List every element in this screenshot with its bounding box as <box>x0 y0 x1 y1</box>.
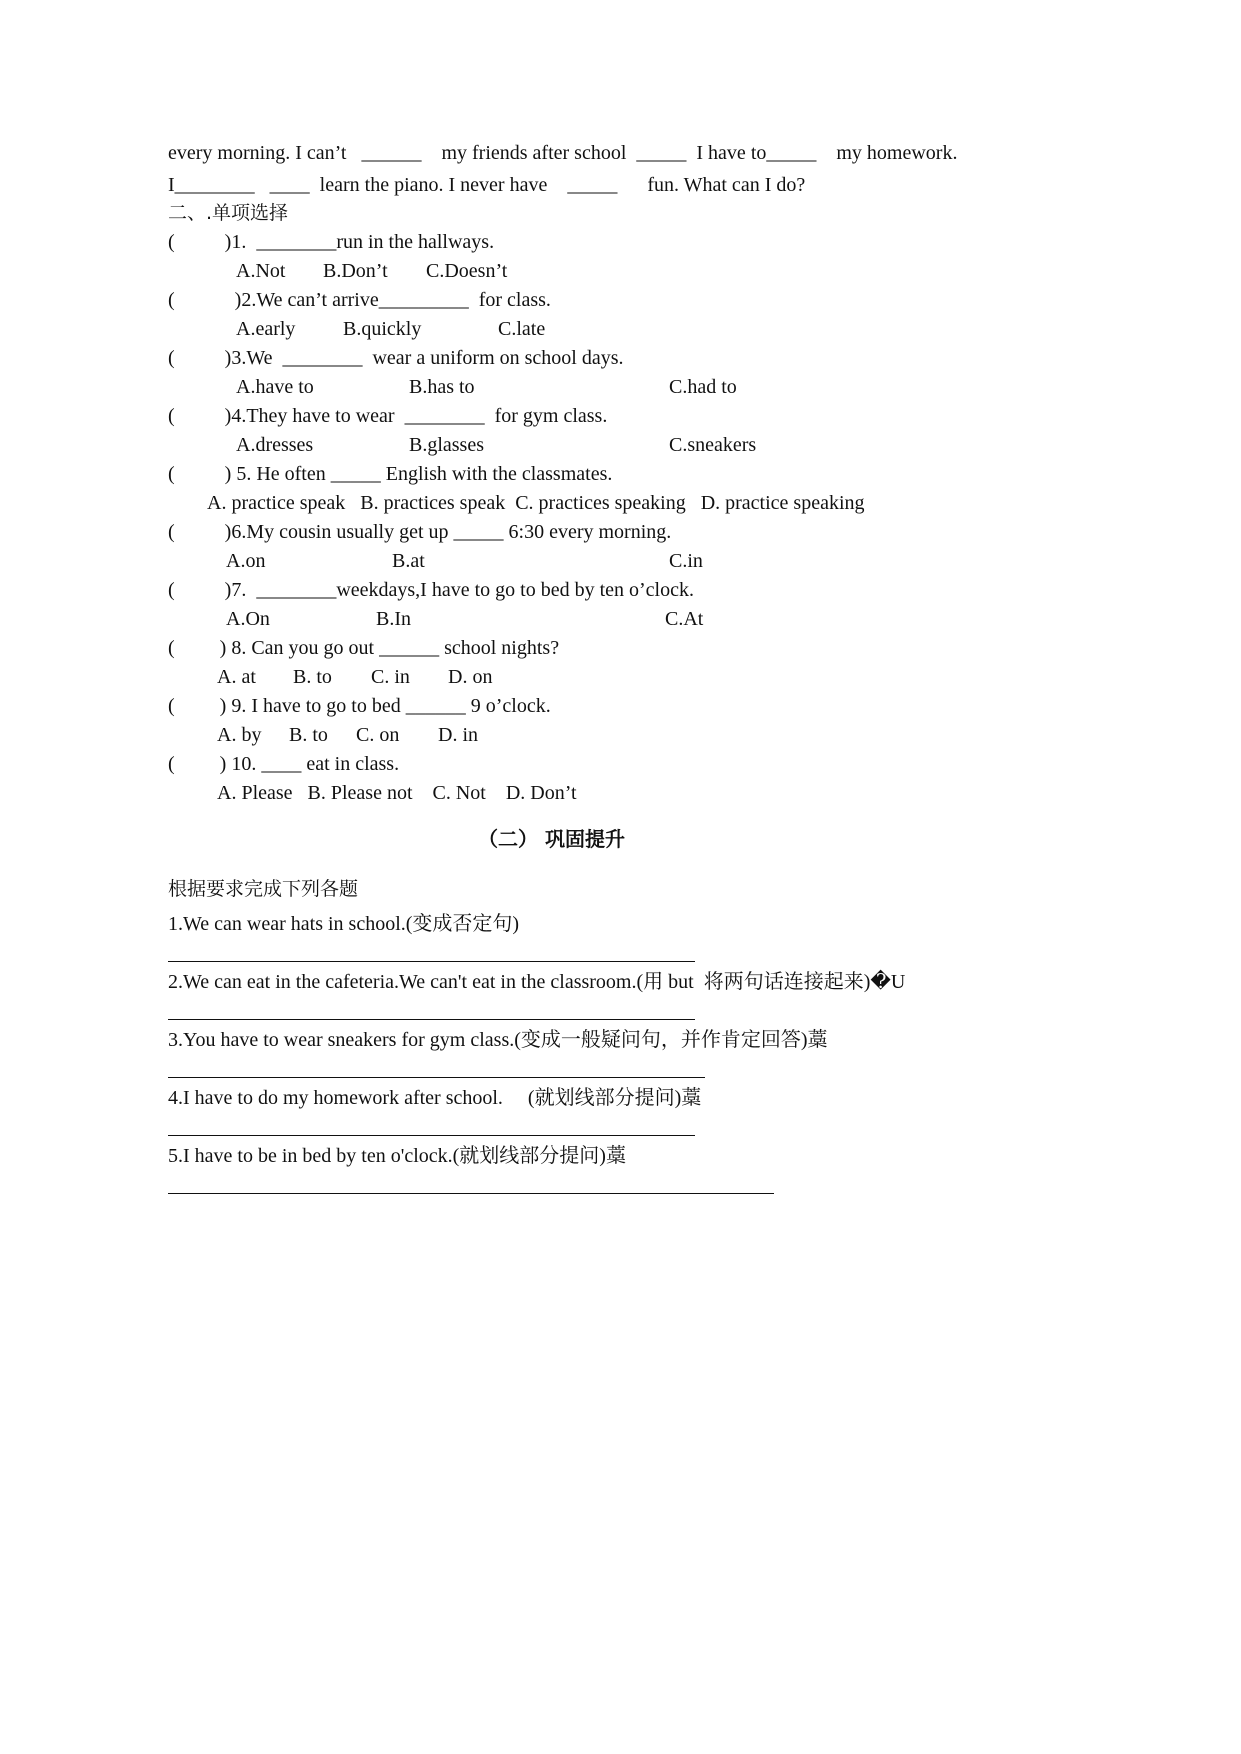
option: C.had to <box>669 376 737 398</box>
passage-line-1: every morning. I can’t ______ my friends after school _____ I have to_____ my homework. <box>168 142 958 164</box>
rewrite-item: 2.We can eat in the cafeteria.We can't eat in the classroom.(用 but 将两句话连接起来)�U <box>168 971 906 993</box>
option: C.At <box>665 608 704 630</box>
rewrite-item: 5.I have to be in bed by ten o'clock.(就划线部分提问)藁 <box>168 1145 626 1167</box>
answer-line[interactable] <box>168 1077 705 1078</box>
option: B.has to <box>409 376 475 398</box>
section-instruction: 根据要求完成下列各题 <box>168 878 359 900</box>
question-stem: ( ) 8. Can you go out ______ school nights? <box>168 637 560 659</box>
rewrite-item: 3.You have to wear sneakers for gym class.(变成一般疑问句，并作肯定回答)藁 <box>168 1029 828 1051</box>
option: C. on <box>356 724 400 746</box>
section-heading-consolidate: （二） 巩固提升 <box>478 827 625 851</box>
option: B.at <box>392 550 425 572</box>
answer-line[interactable] <box>168 1193 774 1194</box>
option: D. in <box>438 724 478 746</box>
option: A. at <box>217 666 256 688</box>
option: A. Please B. Please not C. Not D. Don’t <box>217 782 577 804</box>
answer-line[interactable] <box>168 961 695 962</box>
option: A.Not <box>236 260 286 282</box>
question-stem: ( )1. ________run in the hallways. <box>168 231 495 253</box>
option: A.dresses <box>236 434 314 456</box>
option: B.quickly <box>343 318 422 340</box>
question-stem: ( )6.My cousin usually get up _____ 6:30 every morning. <box>168 521 672 543</box>
question-stem: ( )7. ________weekdays,I have to go to bed by ten o’clock. <box>168 579 694 601</box>
option: C.in <box>669 550 703 572</box>
option: A.early <box>236 318 296 340</box>
option: C.Doesn’t <box>426 260 508 282</box>
option: B. to <box>293 666 332 688</box>
option: A. by <box>217 724 262 746</box>
section-title-choice: 二、.单项选择 <box>168 202 289 224</box>
question-stem: ( ) 5. He often _____ English with the classmates. <box>168 463 613 485</box>
answer-line[interactable] <box>168 1135 695 1136</box>
option: B.In <box>376 608 411 630</box>
question-stem: ( ) 9. I have to go to bed ______ 9 o’clock. <box>168 695 551 717</box>
question-stem: ( )4.They have to wear ________ for gym class. <box>168 405 608 427</box>
option: C.late <box>498 318 546 340</box>
option: C. in <box>371 666 410 688</box>
option: B. to <box>289 724 328 746</box>
option: A.on <box>226 550 266 572</box>
option: A.On <box>226 608 270 630</box>
question-stem: ( )3.We ________ wear a uniform on school days. <box>168 347 624 369</box>
option: D. on <box>448 666 493 688</box>
option: B.Don’t <box>323 260 388 282</box>
option: C.sneakers <box>669 434 757 456</box>
rewrite-item: 4.I have to do my homework after school. (就划线部分提问)藁 <box>168 1087 702 1109</box>
question-stem: ( ) 10. ____ eat in class. <box>168 753 400 775</box>
option: A.have to <box>236 376 314 398</box>
passage-line-2: I________ ____ learn the piano. I never have _____ fun. What can I do? <box>168 174 806 196</box>
option: A. practice speak B. practices speak C. practices speaking D. practice speaking <box>207 492 865 514</box>
answer-line[interactable] <box>168 1019 695 1020</box>
option: B.glasses <box>409 434 484 456</box>
rewrite-item: 1.We can wear hats in school.(变成否定句) <box>168 913 520 935</box>
question-stem: ( )2.We can’t arrive_________ for class. <box>168 289 551 311</box>
